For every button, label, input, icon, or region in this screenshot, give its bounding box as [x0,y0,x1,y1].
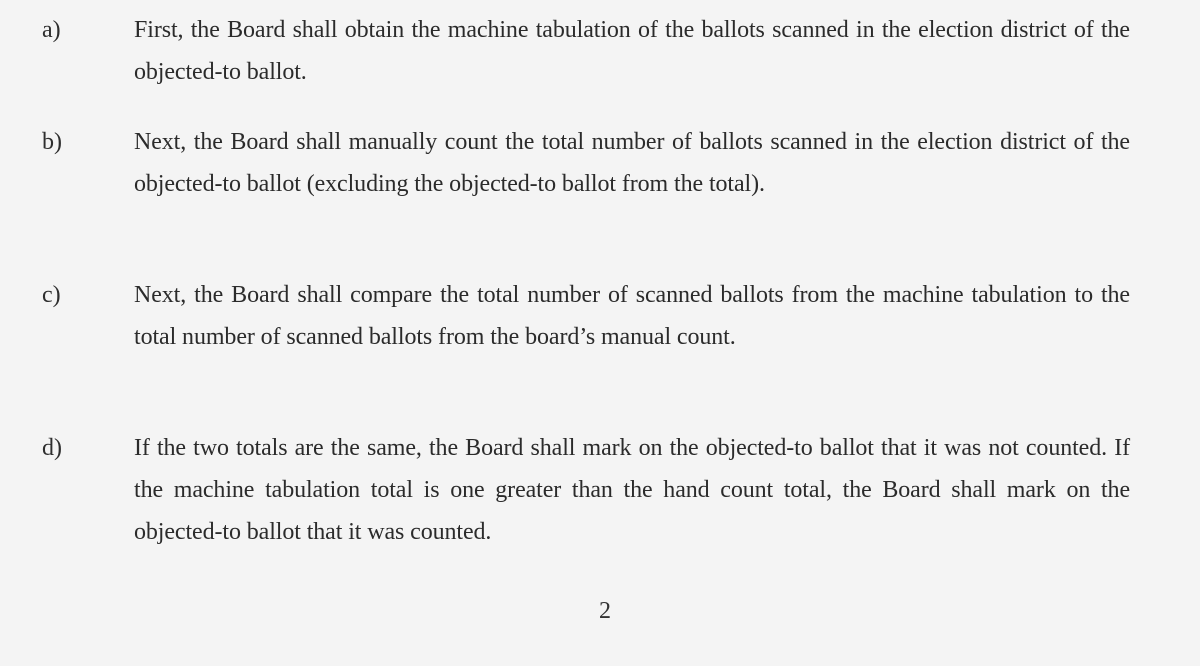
list-item-text: First, the Board shall obtain the machine tabulation of the ballots scanned in the election district of the objected-to ballot. [134,17,1130,85]
list-marker: d) [42,435,62,461]
list-marker: a) [42,17,61,43]
list-item-text: Next, the Board shall compare the total number of scanned ballots from the machine tabulation to the total number of scanned ballots from the board’s manual count. [134,282,1130,350]
list-item-text: If the two totals are the same, the Board shall mark on the objected-to ballot that it was not counted. If the machine tabulation total is one greater than the hand count total, the Board shall mark on the objected-to ballot that it was counted. [134,435,1130,545]
list-marker: c) [42,282,61,308]
page-number: 2 [599,598,611,624]
list-item-text: Next, the Board shall manually count the total number of ballots scanned in the election district of the objected-to ballot (excluding the objected-to ballot from the total). [134,129,1130,197]
list-marker: b) [42,129,62,155]
